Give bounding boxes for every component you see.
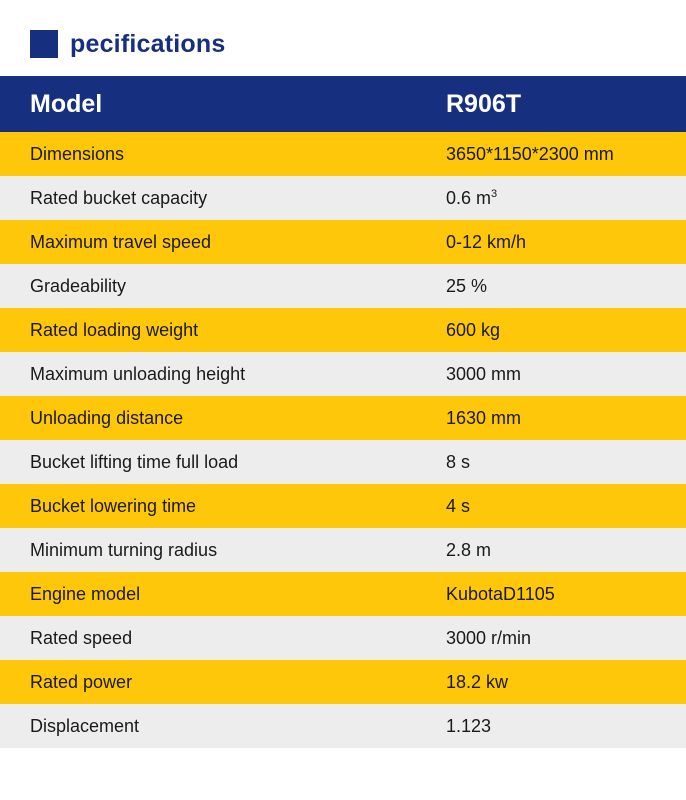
spec-value: 3650*1150*2300 mm [414, 132, 686, 176]
spec-value: 3000 mm [414, 352, 686, 396]
spec-label: Maximum unloading height [0, 352, 414, 396]
table-row [0, 176, 686, 220]
table-row [0, 308, 686, 352]
table-row [0, 572, 686, 616]
spec-value: 18.2 kw [414, 660, 686, 704]
spec-value: 4 s [414, 484, 686, 528]
spec-label: Rated power [0, 660, 414, 704]
spec-label: Bucket lifting time full load [0, 440, 414, 484]
spec-label: Rated loading weight [0, 308, 414, 352]
spec-label: Gradeability [0, 264, 414, 308]
spec-value: 25 % [414, 264, 686, 308]
spec-value: 3000 r/min [414, 616, 686, 660]
table-row [0, 484, 686, 528]
specifications-table [0, 76, 686, 748]
page-title: pecifications [70, 29, 226, 58]
spec-label: Unloading distance [0, 396, 414, 440]
table-row [0, 440, 686, 484]
spec-label: Engine model [0, 572, 414, 616]
table-row [0, 660, 686, 704]
table-row [0, 352, 686, 396]
table-header-label: Model [0, 76, 414, 132]
spec-label: Rated bucket capacity [0, 176, 414, 220]
spec-label: Dimensions [0, 132, 414, 176]
spec-value: 0.6 $m^3$ [414, 176, 686, 220]
table-row [0, 616, 686, 660]
spec-label: Displacement [0, 704, 414, 748]
spec-label: Bucket lowering time [0, 484, 414, 528]
spec-value: 8 s [414, 440, 686, 484]
table-row [0, 704, 686, 748]
spec-value-superscript: 3 [491, 187, 498, 200]
spec-label: Minimum turning radius [0, 528, 414, 572]
spec-value: 1.123 [414, 704, 686, 748]
table-body [0, 76, 686, 748]
table-row [0, 264, 686, 308]
spec-label: Maximum travel speed [0, 220, 414, 264]
header-marker-icon [30, 30, 58, 58]
spec-value: 1630 mm [414, 396, 686, 440]
table-row [0, 396, 686, 440]
spec-value: 0-12 km/h [414, 220, 686, 264]
spec-value: KubotaD1105 [414, 572, 686, 616]
spec-value: 600 kg [414, 308, 686, 352]
table-row [0, 220, 686, 264]
table-header-value: R906T [414, 76, 686, 132]
page-header [0, 0, 686, 76]
table-row [0, 132, 686, 176]
spec-value: 2.8 m [414, 528, 686, 572]
table-row [0, 528, 686, 572]
table-header-row [0, 76, 686, 132]
spec-label: Rated speed [0, 616, 414, 660]
